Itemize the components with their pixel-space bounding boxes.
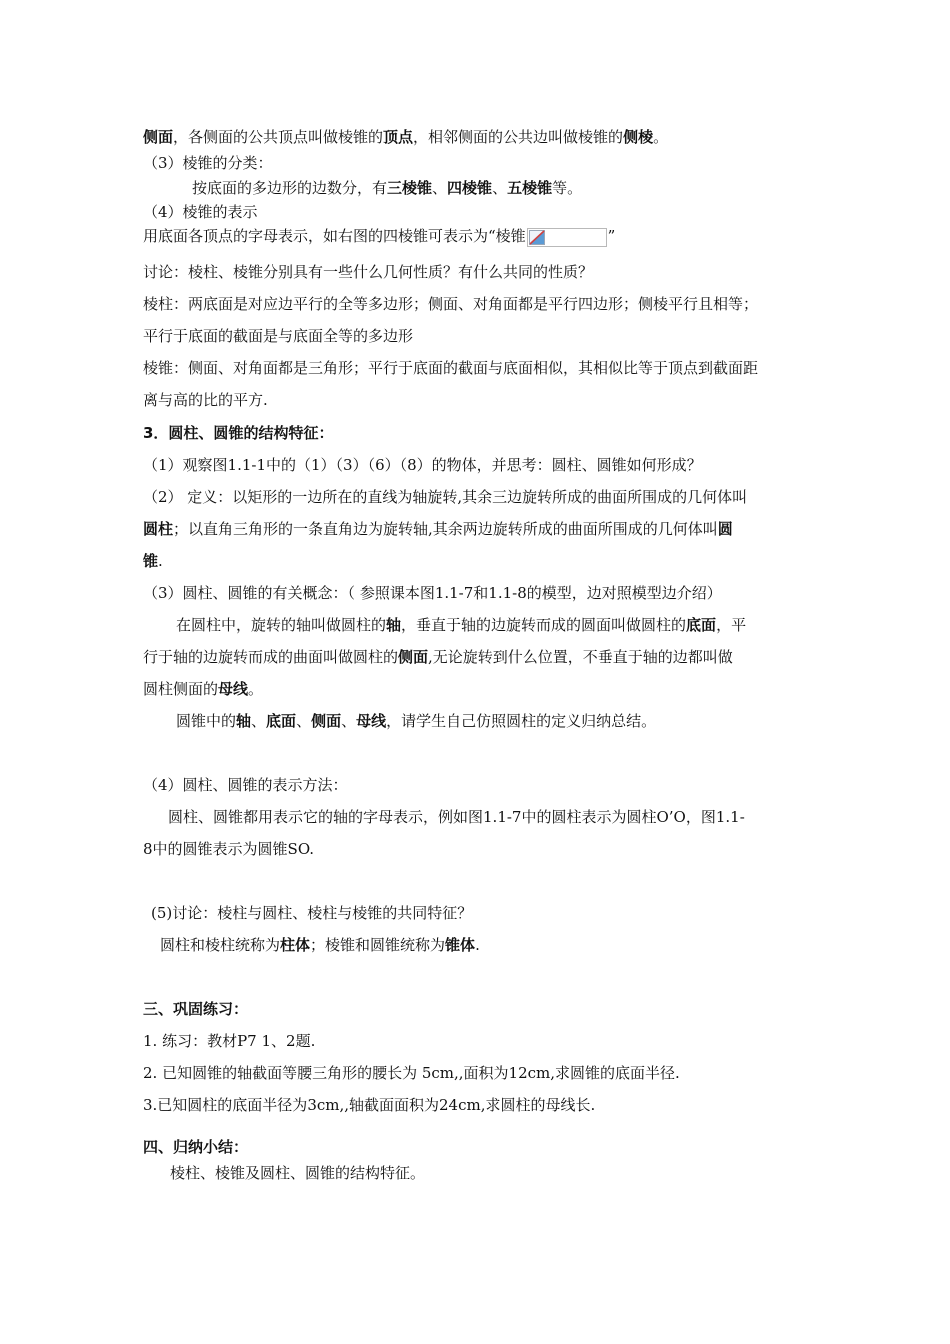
common-features-question: (5)讨论：棱柱与圆柱、棱柱与棱锥的共同特征？	[151, 904, 473, 922]
definition-line-3: 锥.	[143, 552, 163, 570]
exercise-2: 2. 已知圆锥的轴截面等腰三角形的腰长为 5cm,,面积为12cm,求圆锥的底面半径.	[143, 1064, 680, 1082]
observe-figure-line: （1）观察图1.1-1中的（1）（3）（6）（8）的物体，并思考：圆柱、圆锥如何形成？	[143, 456, 702, 474]
exercise-3: 3.已知圆柱的底面半径为3cm,,轴截面面积为24cm,求圆柱的母线长.	[143, 1096, 596, 1114]
cylinder-concepts-2: 行于轴的边旋转而成的曲面叫做圆柱的侧面,无论旋转到什么位置，不垂直于轴的边都叫做	[143, 648, 733, 666]
section-3-heading: 3．圆柱、圆锥的结构特征：	[143, 424, 334, 442]
common-features-answer: 圆柱和棱柱统称为柱体；棱锥和圆锥统称为锥体.	[160, 936, 480, 954]
exercise-1: 1. 练习：教材P7 1、2题.	[143, 1032, 316, 1050]
pyramid-classification-text: 按底面的多边形的边数分，有三棱锥、四棱锥、五棱锥等。	[192, 179, 583, 197]
cylinder-concepts-3: 圆柱侧面的母线。	[143, 680, 264, 698]
prism-properties-1: 棱柱：两底面是对应边平行的全等多边形；侧面、对角面都是平行四边形；侧棱平行且相等；	[143, 295, 759, 313]
summary-text: 棱柱、棱锥及圆柱、圆锥的结构特征。	[170, 1164, 426, 1182]
line-lateral-face: 侧面，各侧面的公共顶点叫做棱锥的顶点，相邻侧面的公共边叫做棱锥的侧棱。	[143, 128, 669, 146]
pyramid-notation-heading: （4）棱锥的表示	[143, 203, 258, 221]
summary-heading: 四、归纳小结：	[143, 1138, 249, 1156]
discussion-question: 讨论：棱柱、棱锥分别具有一些什么几何性质？有什么共同的性质？	[143, 263, 594, 281]
notation-heading: （4）圆柱、圆锥的表示方法：	[143, 776, 348, 794]
cone-concepts: 圆锥中的轴、底面、侧面、母线，请学生自己仿照圆柱的定义归纳总结。	[176, 712, 657, 730]
definition-line-2: 圆柱；以直角三角形的一条直角边为旋转轴,其余两边旋转所成的曲面所围成的几何体叫圆	[143, 520, 733, 538]
prism-properties-2: 平行于底面的截面是与底面全等的多边形	[143, 327, 414, 345]
cylinder-concepts-1: 在圆柱中，旋转的轴叫做圆柱的轴，垂直于轴的边旋转而成的圆面叫做圆柱的底面，平	[176, 616, 747, 634]
definition-line-1: （2） 定义：以矩形的一边所在的直线为轴旋转,其余三边旋转所成的曲面所围成的几何体叫	[143, 488, 748, 506]
pyramid-notation-text: 用底面各顶点的字母表示，如右图的四棱锥可表示为“棱锥 ”	[143, 227, 616, 245]
pyramid-properties-2: 离与高的比的平方.	[143, 391, 268, 409]
concepts-heading: （3）圆柱、圆锥的有关概念：（ 参照课本图1.1-7和1.1-8的模型，边对照模型边介绍）	[143, 584, 722, 602]
practice-heading: 三、巩固练习：	[143, 1000, 249, 1018]
notation-text-1: 圆柱、圆锥都用表示它的轴的字母表示，例如图1.1-7中的圆柱表示为圆柱O’O，图1.1-	[168, 808, 745, 826]
broken-image-icon	[527, 228, 607, 247]
notation-text-2: 8中的圆锥表示为圆锥SO.	[143, 840, 315, 858]
pyramid-classification-heading: （3）棱锥的分类：	[143, 154, 273, 172]
pyramid-properties-1: 棱锥：侧面、对角面都是三角形；平行于底面的截面与底面相似，其相似比等于顶点到截面距	[143, 359, 759, 377]
